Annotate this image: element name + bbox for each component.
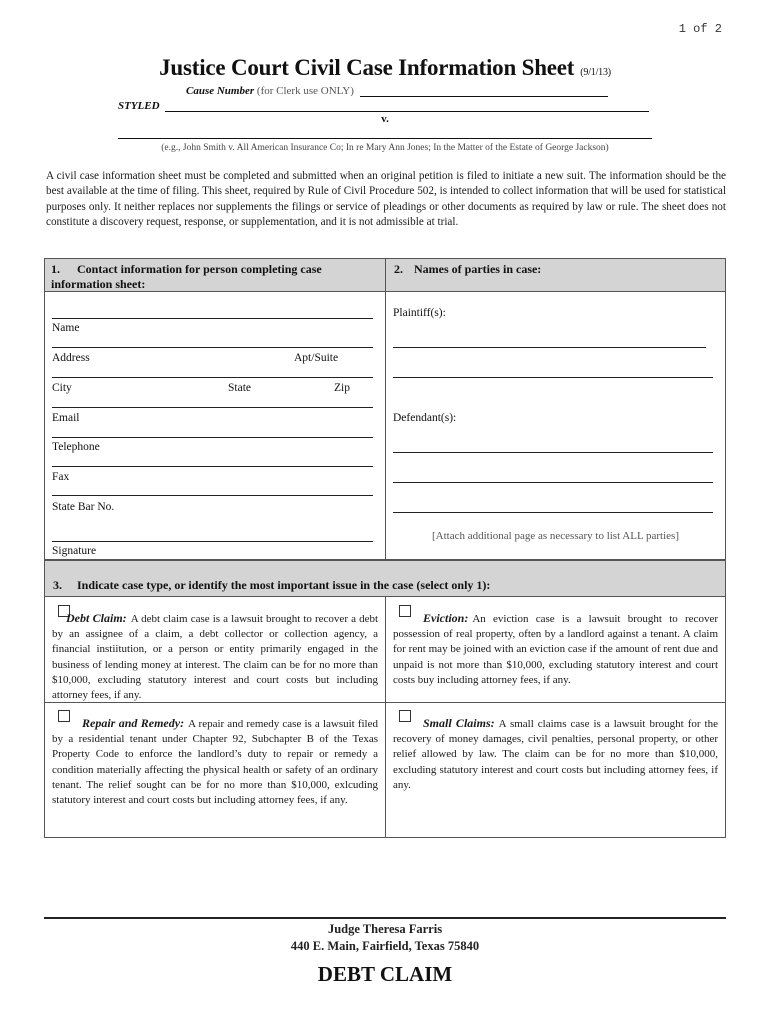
case-type-stamp: DEBT CLAIM (317, 962, 453, 986)
column-divider (385, 258, 386, 560)
eviction-title: Eviction: (423, 611, 469, 625)
signature-label: Signature (52, 545, 97, 557)
case-column-divider (385, 597, 386, 838)
address-input[interactable] (52, 347, 373, 348)
intro-paragraph: A civil case information sheet must be completed and submitted when an original petition is filed to initiate a new suit. The information should be the best available at the time of filing. This sheet, required by Rule of Civil Procedure 502, is intended to collect information that will be used for statistical purposes only. It neither replaces nor supplements the filings or service of pleadings or other documents as required by law or rule. The sheet does not constitute a discovery request, response, or supplementation, and it is not admissible at trial. (46, 170, 726, 228)
form-date: (9/1/13) (580, 67, 611, 78)
defendant-input-2[interactable] (393, 482, 713, 483)
defendants-label: Defendant(s): (393, 412, 457, 424)
defendant-input-1[interactable] (393, 452, 713, 453)
defendant-input-3[interactable] (393, 512, 713, 513)
small-claims-title: Small Claims: (423, 716, 495, 730)
plaintiffs-label: Plaintiff(s): (393, 307, 446, 319)
small-claims-text: A small claims case is a lawsuit brought for the recovery of money damages, civil penalties, personal property, or other relief allowed by law. The claim can be for no more than $10,000, excluding statutory interest and court costs but including attorney fees, if any. (393, 718, 718, 791)
cause-number-row (186, 85, 608, 97)
section1-title-line1: Contact information for person completing case (77, 262, 322, 276)
debt-claim-text: A debt claim case is a lawsuit brought to recover a debt by an assignee of a claim, a debt collector or collection agency, a financial instiitution, or a person or entity primarily engaged in the business of lending money at interest. The claim can be for no more than $10,000, excluding statutory interest and court costs but including attorney fees, if any. (52, 613, 379, 702)
email-label: Email (52, 412, 80, 424)
name-input[interactable] (52, 318, 373, 319)
styled-label: STYLED (118, 100, 160, 112)
cause-number-label: Cause Number (186, 85, 255, 97)
footer-judge-name: Judge Theresa Farris (327, 922, 443, 936)
address-label: Address (52, 352, 90, 364)
eviction-text: An eviction case is a lawsuit brought to recover possession of real property, often by a landlord against a tenant. A claim for rent may be joined with an eviction case if the amount of rent due and unpaid is not more than $10,000, excluding statutory interest and court costs buy including attorney fees, if any. (393, 613, 718, 686)
state-label: State (228, 382, 251, 394)
section2-header (386, 259, 725, 292)
state-bar-input[interactable] (52, 495, 373, 496)
attach-note: [Attach additional page as necessary to list ALL parties] (431, 530, 679, 542)
fax-input[interactable] (52, 466, 373, 467)
section3-header (45, 561, 725, 597)
city-state-zip-input[interactable] (52, 377, 373, 378)
plaintiff-input-1[interactable] (393, 347, 706, 348)
telephone-label: Telephone (52, 441, 100, 453)
signature-input[interactable] (52, 541, 373, 542)
repair-remedy-option (52, 716, 378, 808)
apt-suite-label: Apt/Suite (294, 352, 339, 364)
cause-number-field[interactable] (360, 96, 608, 97)
telephone-input[interactable] (52, 437, 373, 438)
styled-row (118, 100, 649, 112)
repair-remedy-text: A repair and remedy case is a lawsuit filed by a residential tenant under Chapter 92, Subchapter B of the Texas Property Code to enforce the landlord’s duty to repair or remedy a condition materially affecting the physical health or safety of an ordinary tenant. The relief sought can be for no more than $10,000, exlcuding statutory interest and court costs but including attorney fees, if any. (52, 718, 378, 807)
debt-claim-option (52, 611, 378, 703)
section1-number: 1. (51, 262, 60, 276)
section3-number: 3. (53, 578, 62, 592)
form-title (0, 55, 770, 81)
section1-header (45, 259, 385, 292)
styled-example: (e.g., John Smith v. All American Insurance Co; In re Mary Ann Jones; In the Matter of the Estate of George Jackson) (161, 143, 609, 153)
plaintiff-input-2[interactable] (393, 377, 713, 378)
email-input[interactable] (52, 407, 373, 408)
repair-remedy-title: Repair and Remedy: (82, 716, 185, 730)
page-number: 1 of 2 (678, 22, 722, 36)
debt-claim-title: Debt Claim: (66, 611, 127, 625)
name-label: Name (52, 322, 80, 334)
city-label: City (52, 382, 72, 394)
eviction-option (393, 611, 718, 688)
styled-defendant-field[interactable] (118, 138, 652, 139)
section3-title: Indicate case type, or identify the most important issue in the case (select only 1): (77, 578, 491, 592)
section2-title: Names of parties in case: (414, 262, 542, 276)
form-title-text: Justice Court Civil Case Information Sheet (159, 55, 575, 80)
section2-number: 2. (394, 262, 403, 276)
styled-field[interactable] (165, 111, 649, 112)
footer-address: 440 E. Main, Fairfield, Texas 75840 (290, 939, 480, 953)
section1-title-line2: information sheet: (51, 277, 146, 291)
fax-label: Fax (52, 471, 70, 483)
cause-number-note: (for Clerk use ONLY) (256, 85, 354, 97)
small-claims-option (393, 716, 718, 793)
state-bar-label: State Bar No. (52, 501, 115, 513)
zip-label: Zip (334, 382, 350, 394)
versus-label: v. (381, 113, 389, 125)
footer-rule (44, 917, 726, 919)
